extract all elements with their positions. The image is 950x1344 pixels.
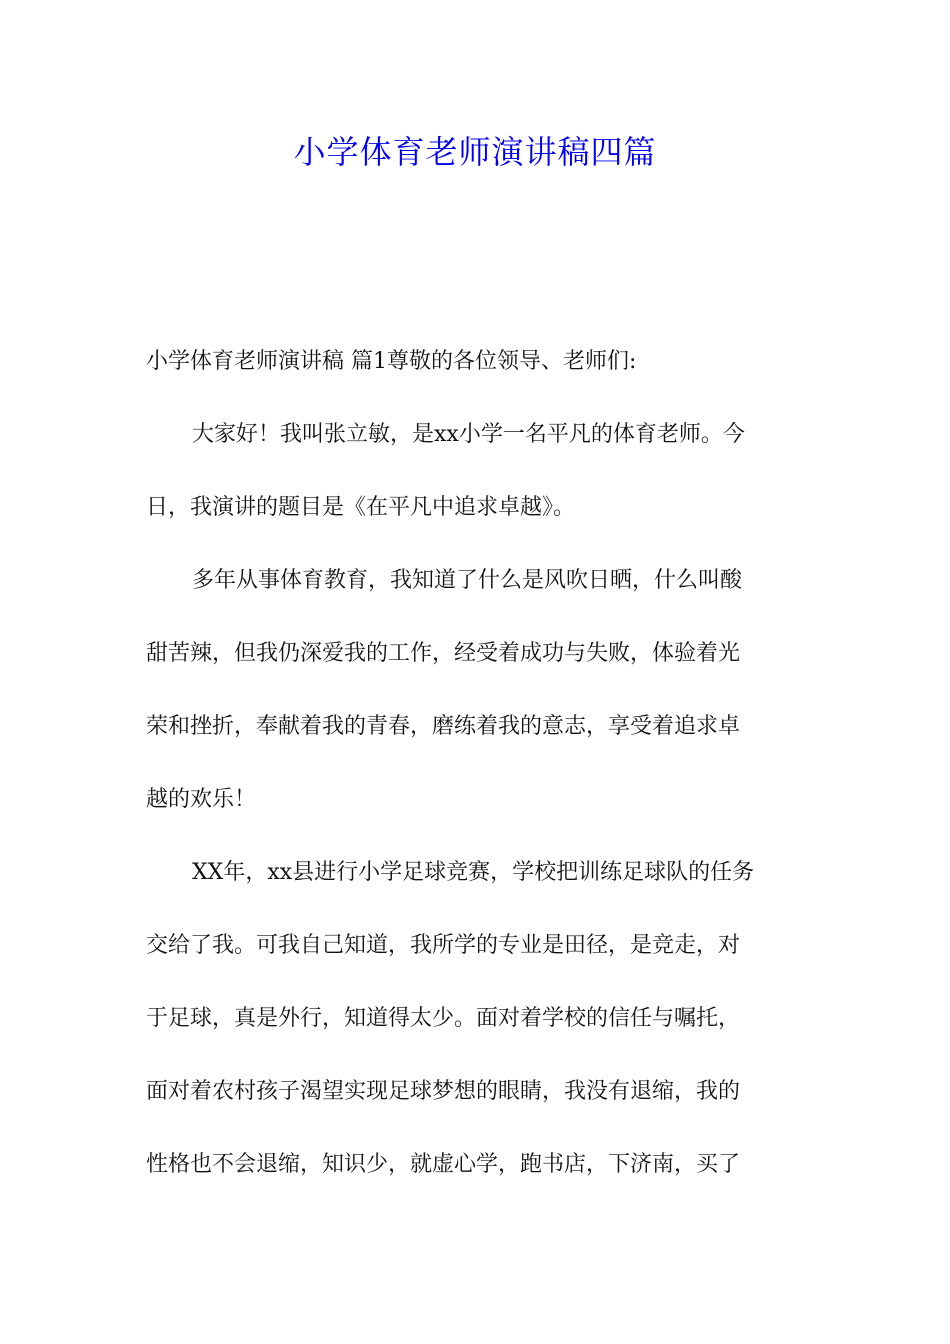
paragraph-line: 面对着农村孩子渴望实现足球梦想的眼睛，我没有退缩，我的 xyxy=(146,1079,741,1104)
paragraph-line: 多年从事体育教育，我知道了什么是风吹日晒，什么叫酸 xyxy=(192,568,743,593)
paragraph-line: XX年，xx县进行小学足球竞赛，学校把训练足球队的任务 xyxy=(192,860,755,885)
paragraph-line: 越的欢乐！ xyxy=(146,787,257,812)
paragraph-line: 甜苦辣，但我仍深爱我的工作，经受着成功与失败，体验着光 xyxy=(146,641,741,666)
paragraph-line: 大家好！我叫张立敏，是xx小学一名平凡的体育老师。今 xyxy=(192,422,745,447)
paragraph-line: 小学体育老师演讲稿 篇1尊敬的各位领导、老师们: xyxy=(146,349,637,374)
document-title: 小学体育老师演讲稿四篇 xyxy=(293,133,657,171)
paragraph-line: 日，我演讲的题目是《在平凡中追求卓越》。 xyxy=(146,495,576,520)
paragraph-line: 性格也不会退缩，知识少，就虚心学，跑书店，下济南，买了 xyxy=(146,1152,741,1177)
paragraph-line: 交给了我。可我自己知道，我所学的专业是田径，是竞走，对 xyxy=(146,933,741,958)
document-body xyxy=(146,334,806,1210)
paragraph-line: 于足球，真是外行，知道得太少。面对着学校的信任与嘱托， xyxy=(146,1006,741,1031)
paragraph-line: 荣和挫折，奉献着我的青春，磨练着我的意志，享受着追求卓 xyxy=(146,714,741,739)
